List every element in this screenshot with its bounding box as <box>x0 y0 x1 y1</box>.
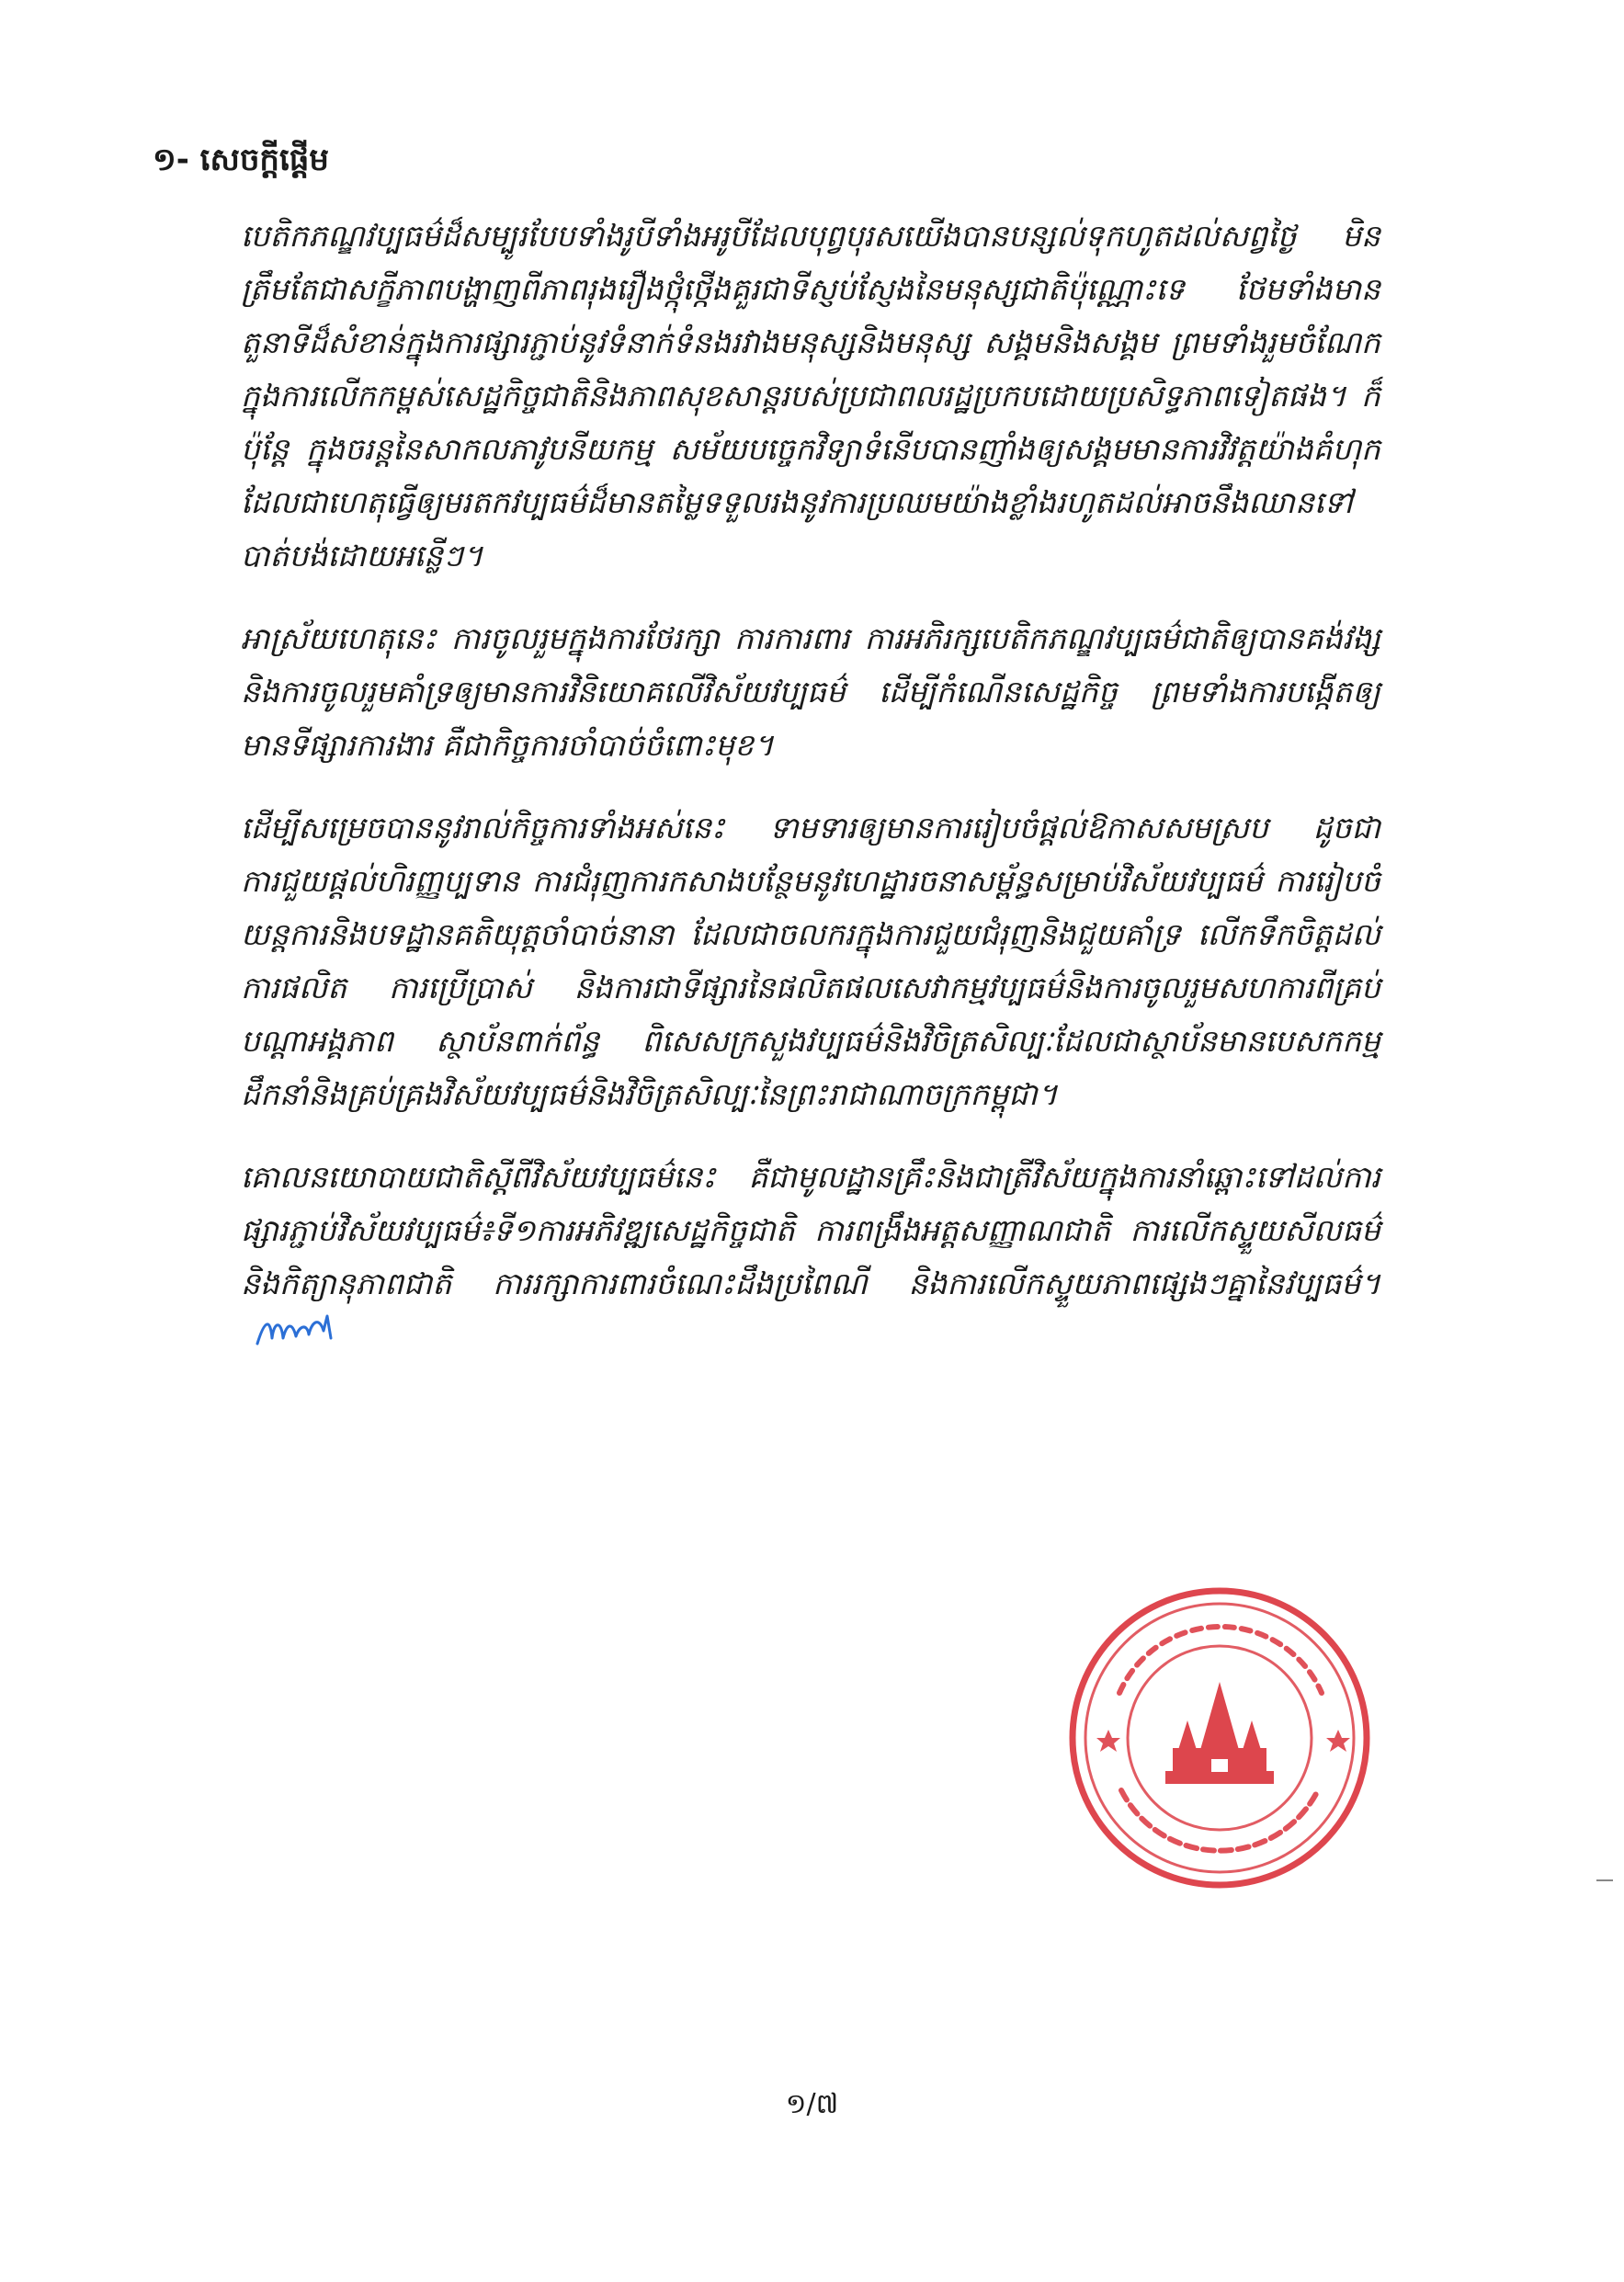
document-body <box>241 210 1380 1397</box>
paragraph-1: បេតិកភណ្ឌវប្បធម៌ដ៏សម្បូរបែបទាំងរូបីទាំងអរូបីដែលបុព្វបុរសយើងបានបន្សល់ទុកហូតដល់សព្វថ្ងៃ មិនត្រឹមតែជាសក្ខីភាពបង្ហាញពីភាពរុងរឿងថ្កុំថ្កើងគួរជាទីស្ញប់ស្ញែងនៃមនុស្សជាតិប៉ុណ្ណោះទេ ថែមទាំងមានតួនាទីដ៏សំខាន់ក្នុងការផ្សារភ្ជាប់នូវទំនាក់ទំនងរវាងមនុស្សនិងមនុស្ស សង្គមនិងសង្គម ព្រមទាំងរួមចំណែកក្នុងការលើកកម្ពស់សេដ្ឋកិច្ចជាតិនិងភាពសុខសាន្តរបស់ប្រជាពលរដ្ឋប្រកបដោយប្រសិទ្ធភាពទៀតផង។ ក៏ប៉ុន្តែ ក្នុងចរន្តនៃសាកលភាវូបនីយកម្ម សម័យបច្ចេកវិទ្យាទំនើបបានញាំងឲ្យសង្គមមានការវិវត្តយ៉ាងគំហុក ដែលជាហេតុធ្វើឲ្យមរតកវប្បធម៌ដ៏មានតម្លៃទទួលរងនូវការប្រឈមយ៉ាងខ្លាំងរហូតដល់អាចនឹងឈានទៅបាត់បង់ដោយអន្លើៗ។ <box>241 218 1380 573</box>
scan-edge-mark <box>1596 1879 1613 1881</box>
paragraph-2: អាស្រ័យហេតុនេះ ការចូលរួមក្នុងការថែរក្សា ការការពារ ការអភិរក្សបេតិកភណ្ឌវប្បធម៌ជាតិឲ្យបានគង់វង្ស និងការចូលរួមគាំទ្រឲ្យមានការវិនិយោគលើវិស័យវប្បធម៌ ដើម្បីកំណើនសេដ្ឋកិច្ច ព្រមទាំងការបង្កើតឲ្យមានទីផ្សារការងារ គឺជាកិច្ចការចាំបាច់ចំពោះមុខ។ <box>241 620 1380 763</box>
signature-initials-icon <box>254 1311 346 1368</box>
official-seal-icon <box>1064 1583 1375 1893</box>
page-number: ១/៧ <box>785 2088 839 2120</box>
paragraph-4 <box>241 1151 1380 1368</box>
paragraph-4-text: គោលនយោបាយជាតិស្តីពីវិស័យវប្បធម៌នេះ គឺជាមូលដ្ឋានគ្រឹះនិងជាត្រីវិស័យក្នុងការនាំឆ្ពោះទៅដល់ការផ្សារភ្ជាប់វិស័យវប្បធម៌៖ទី១ការអភិវឌ្ឍសេដ្ឋកិច្ចជាតិ ការពង្រឹងអត្តសញ្ញាណជាតិ ការលើកស្ទួយសីលធម៌និងកិត្យានុភាពជាតិ ការរក្សាការពារចំណេះដឹងប្រពៃណី និងការលើកស្ទួយភាពផ្សេងៗគ្នានៃវប្បធម៌។ <box>241 1159 1380 1301</box>
section-heading: ១- សេចក្តីផ្តើម <box>153 142 329 178</box>
paragraph-3: ដើម្បីសម្រេចបាននូវរាល់កិច្ចការទាំងអស់នេះ ទាមទារឲ្យមានការរៀបចំផ្តល់ឱកាសសមស្រប ដូចជាការជួយផ្តល់ហិរញ្ញប្បទាន ការជំរុញការកសាងបន្ថែមនូវហេដ្ឋារចនាសម្ព័ន្ធសម្រាប់វិស័យវប្បធម៌ ការរៀបចំយន្តការនិងបទដ្ឋានគតិយុត្តចាំបាច់នានា ដែលជាចលករក្នុងការជួយជំរុញនិងជួយគាំទ្រ លើកទឹកចិត្តដល់ការផលិត ការប្រើប្រាស់ និងការជាទីផ្សារនៃផលិតផលសេវាកម្មវប្បធម៌និងការចូលរួមសហការពីគ្រប់បណ្តាអង្គភាព ស្ថាប័នពាក់ព័ន្ធ ពិសេសក្រសួងវប្បធម៌និងវិចិត្រសិល្បៈដែលជាស្ថាប័នមានបេសកកម្មដឹកនាំនិងគ្រប់គ្រងវិស័យវប្បធម៌និងវិចិត្រសិល្បៈនៃព្រះរាជាណាចក្រកម្ពុជា។ <box>241 810 1380 1112</box>
